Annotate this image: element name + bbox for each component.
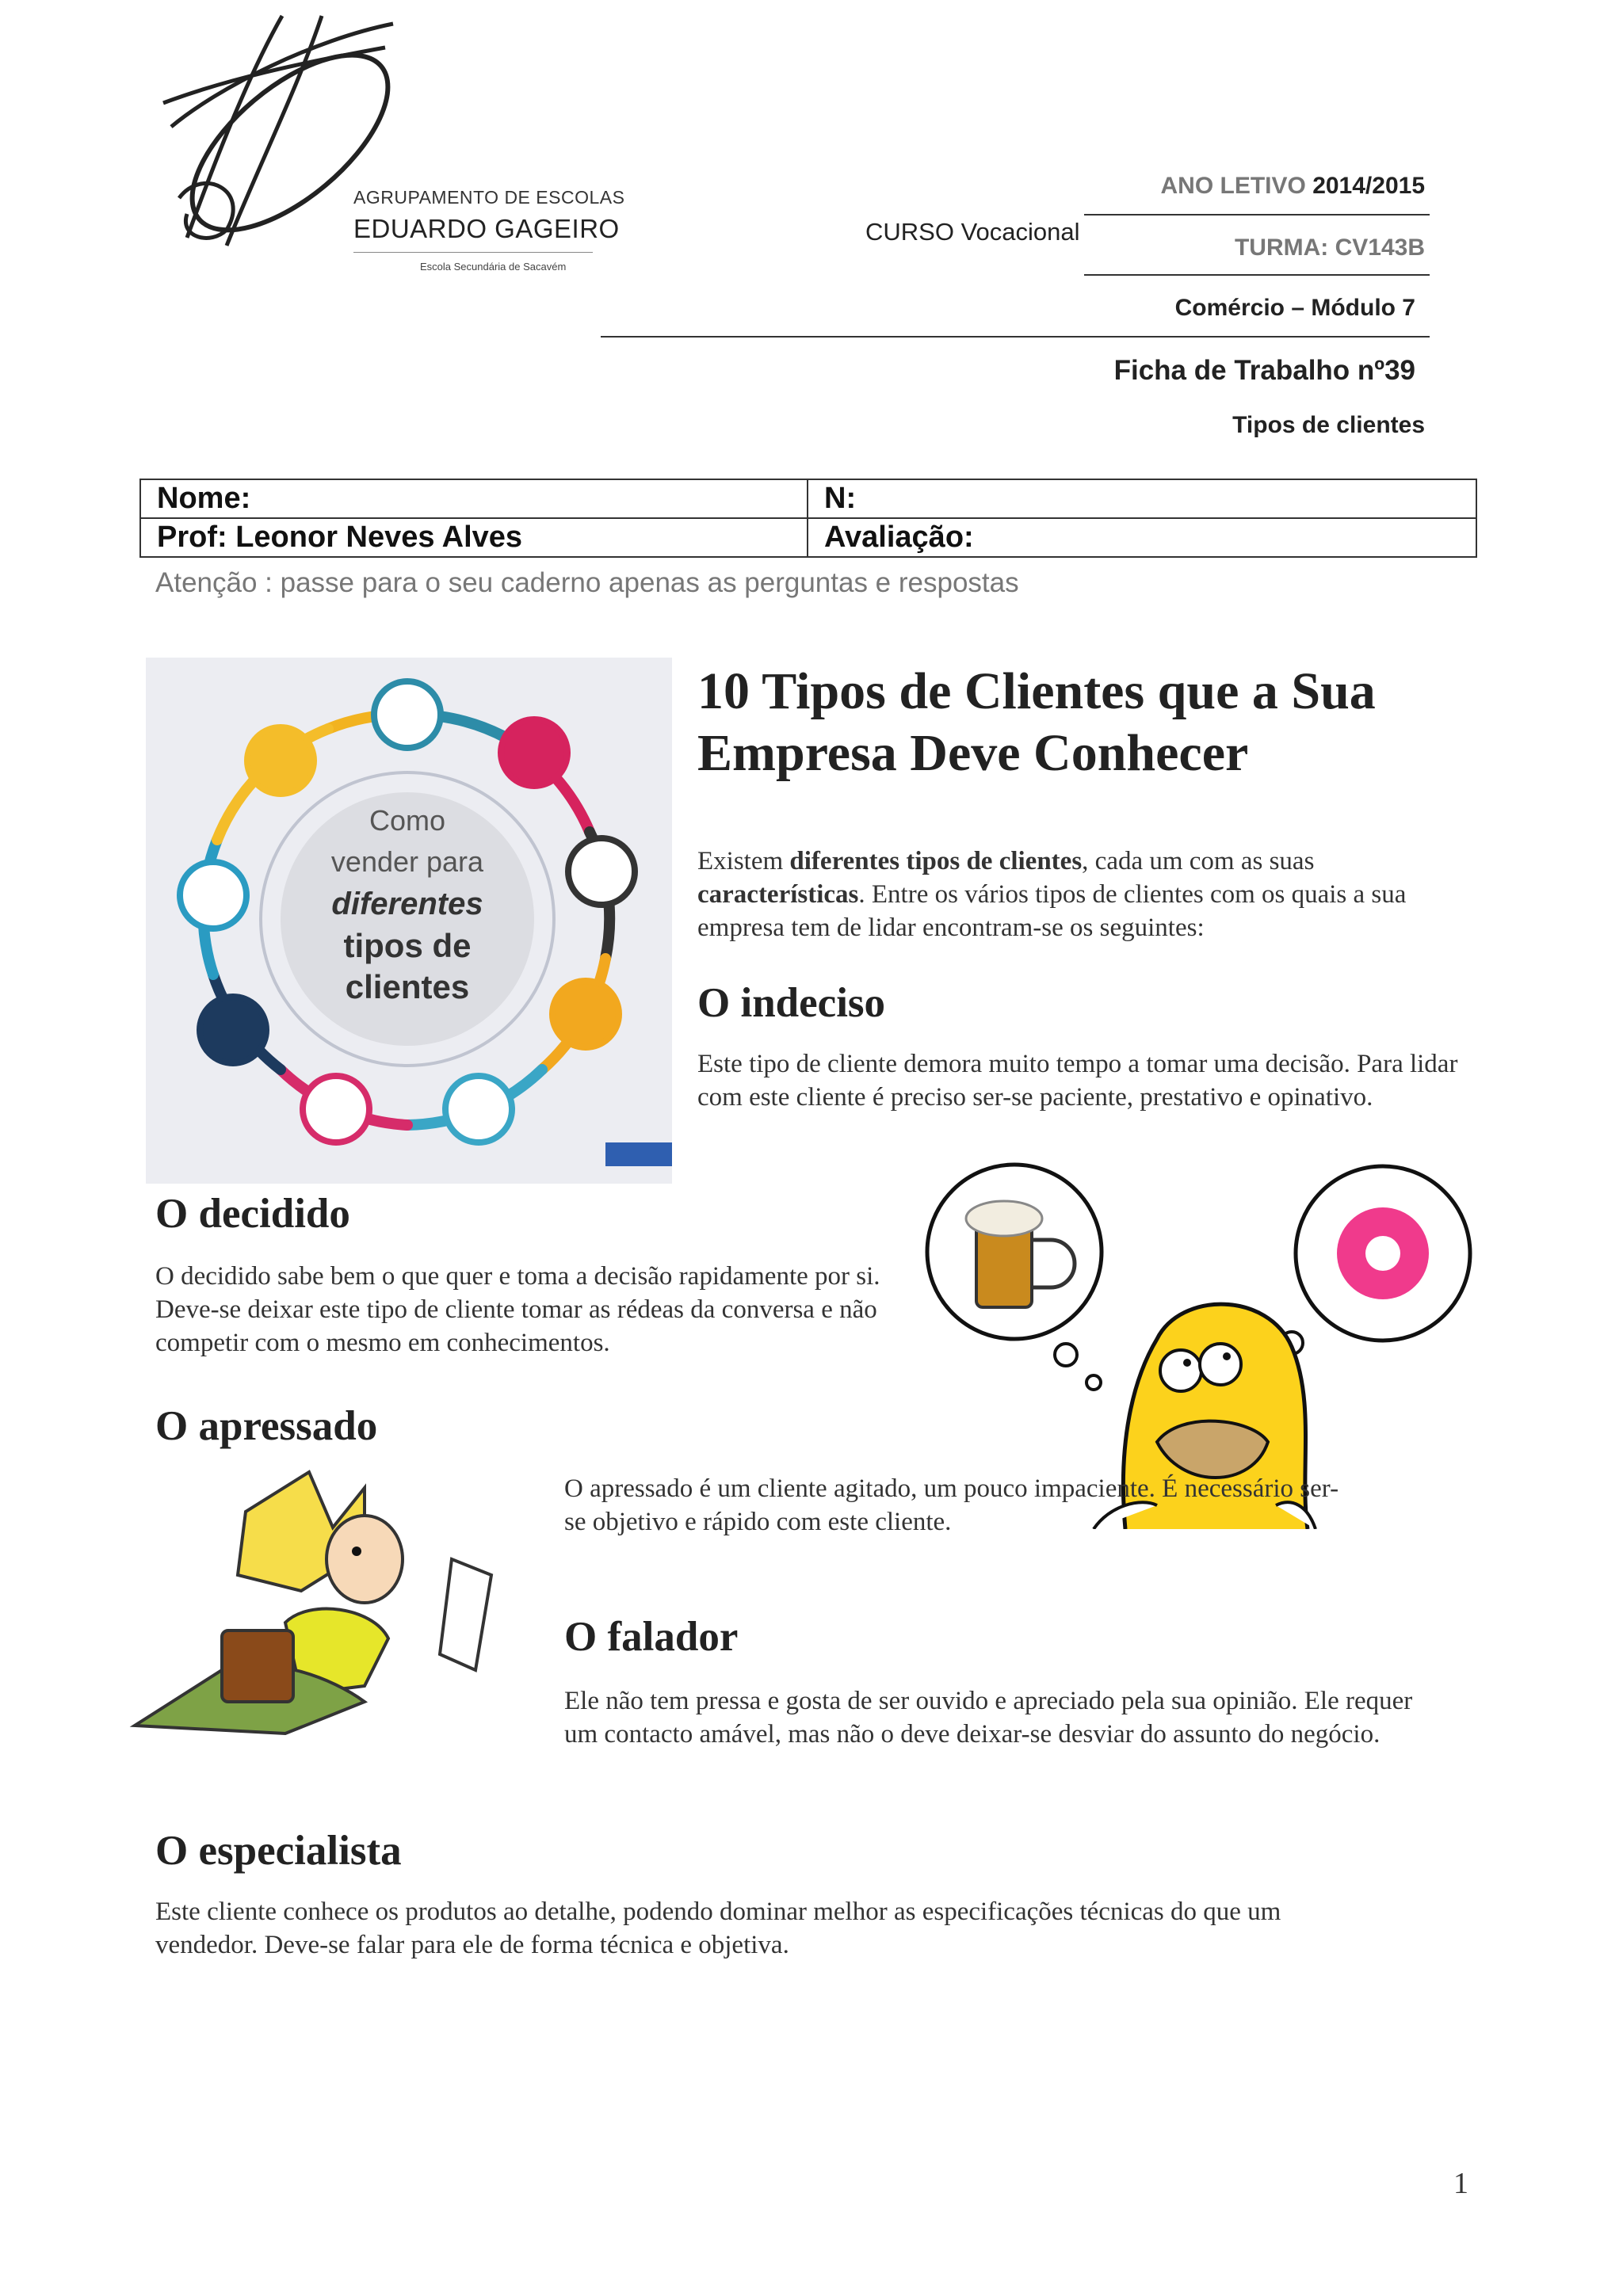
- attention-note: Atenção : passe para o seu caderno apenas as perguntas e respostas: [155, 567, 1019, 598]
- module-label: Comércio – Módulo 7: [1174, 295, 1415, 321]
- school-year: ANO LETIVO 2014/2015: [1160, 173, 1425, 199]
- school-name-line1: AGRUPAMENTO DE ESCOLAS: [353, 187, 625, 208]
- text-apressado: O apressado é um cliente agitado, um pouco impaciente. É necessário ser-se objetivo e rápido com este cliente.: [564, 1474, 1339, 1536]
- teacher-cell: Prof: Leonor Neves Alves: [140, 518, 808, 557]
- article-intro: Existem diferentes tipos de clientes, cada um com as suas características. Entre os vários tipos de clientes com os quais a sua empresa tem de lidar encontram-se os seguintes:: [697, 847, 1407, 942]
- circle-text-5: clientes: [345, 968, 470, 1005]
- page-number: 1: [1453, 2167, 1468, 2200]
- school-name-line3: Escola Secundária de Sacavém: [420, 261, 567, 273]
- worksheet-title: Ficha de Trabalho nº39: [1113, 355, 1415, 386]
- text-indeciso: Este tipo de cliente demora muito tempo a tomar uma decisão. Para lidar com este cliente é preciso ser-se paciente, prestativo e opinativo.: [697, 1050, 1458, 1112]
- article-title: 10 Tipos de Clientes que a Sua Empresa Deve Conhecer: [697, 662, 1376, 782]
- grade-field[interactable]: Avaliação:: [808, 518, 1476, 557]
- heading-apressado: O apressado: [155, 1403, 378, 1449]
- class-label: TURMA: CV143B: [1234, 235, 1425, 261]
- text-falador: Ele não tem pressa e gosta de ser ouvido e apreciado pela sua opinião. Ele requer um contacto amável, mas não o deve deixar-se desviar do assunto do negócio.: [564, 1687, 1413, 1749]
- student-info-table: [139, 479, 1477, 558]
- heading-decidido: O decidido: [155, 1191, 350, 1237]
- circle-text-2: vender para: [330, 845, 484, 878]
- heading-falador: O falador: [564, 1614, 739, 1660]
- circle-text-1: Como: [369, 804, 446, 837]
- school-divider: [353, 252, 593, 253]
- header-rule-1: [1084, 214, 1430, 215]
- customer-types-illustration: [146, 658, 672, 1184]
- circle-text-4: tipos de: [343, 927, 472, 964]
- text-decidido: O decidido sabe bem o que quer e toma a decisão rapidamente por si. Deve-se deixar este tipo de cliente tomar as rédeas da conversa e não competir com o mesmo em conhecimentos.: [155, 1262, 880, 1357]
- circle-text-3: diferentes: [331, 887, 483, 921]
- course-label: CURSO Vocacional: [865, 218, 1080, 246]
- worksheet-subject: Tipos de clientes: [1232, 412, 1425, 438]
- header-rule-2: [1084, 274, 1430, 276]
- text-especialista: Este cliente conhece os produtos ao detalhe, podendo dominar melhor as especificações técnicas do que um vendedor. Deve-se falar para ele de forma técnica e objetiva.: [155, 1897, 1281, 1959]
- school-name-line2: EDUARDO GAGEIRO: [353, 214, 620, 243]
- number-field[interactable]: N:: [808, 479, 1476, 518]
- heading-especialista: O especialista: [155, 1828, 402, 1874]
- heading-indeciso: O indeciso: [697, 980, 886, 1026]
- hurried-customer-illustration: [127, 1464, 539, 1765]
- name-field[interactable]: Nome:: [140, 479, 808, 518]
- header-rule-3: [601, 336, 1430, 338]
